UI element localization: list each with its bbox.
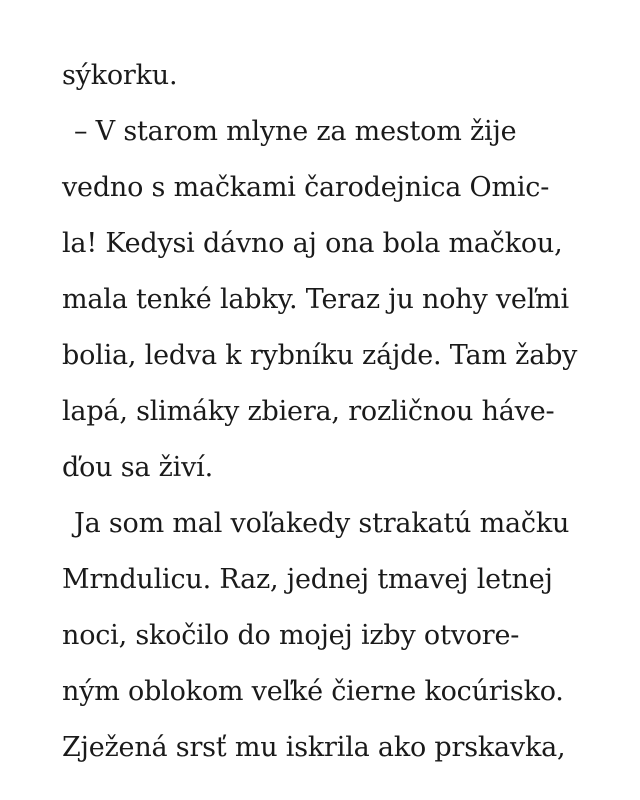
text-line: bolia, ledva k rybníku zájde. Tam žaby <box>62 340 578 371</box>
text-line: ďou sa živí. <box>62 452 213 483</box>
text-line: Mrndulicu. Raz, jednej tmavej letnej <box>62 564 553 595</box>
text-line: mala tenké labky. Teraz ju nohy veľmi <box>62 284 569 315</box>
text-line: lapá, slimáky zbiera, rozličnou háve- <box>62 396 555 427</box>
text-line: Zježená srsť mu iskrila ako prskavka, <box>62 732 566 763</box>
text-line: la! Kedysi dávno aj ona bola mačkou, <box>62 228 563 259</box>
text-line: – V starom mlyne za mestom žije <box>74 116 517 147</box>
text-line: noci, skočilo do mojej izby otvore- <box>62 620 520 651</box>
text-line: ným oblokom veľké čierne kocúrisko. <box>62 676 564 707</box>
text-line: Ja som mal voľakedy strakatú mačku <box>74 508 570 539</box>
text-line: vedno s mačkami čarodejnica Omic- <box>62 172 550 203</box>
text-line: sýkorku. <box>62 60 178 91</box>
